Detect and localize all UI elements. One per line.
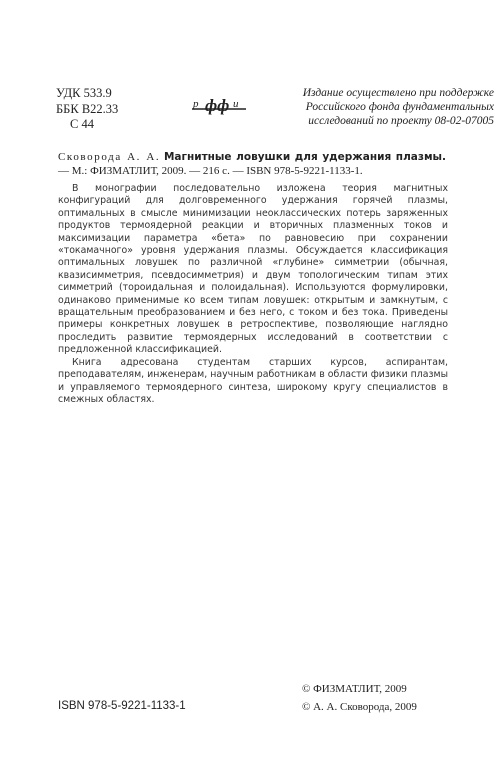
abstract-paragraph: В монографии последовательно изложена теория магнитных конфигураций для долговременного удержания горячей плазмы, оптимальных в смысле минимизации неоклассических потерь заряженных продуктов термоядерной реакции и вторичных плазменных токов и максимизации параметра «бета» по равновесию при сохранении «токамачного» уровня удержания плазмы. Обсуждается классификация оптимальных ловушек по различной «глубине» симметрии (обычная, квазисимметрия, псевдосимметрия) и двум топологическим типам этих симметрий (тороидальная и полоидальная). Используются формулировки, одинаково применимые ко всем типам ловушек: открытым и замкнутым, с вращательным преобразованием и без него, с током и без тока. Приведены примеры конкретных ловушек в ретроспективе, позволяющие наглядно проследить развитие термоядерных исследований в соответствии с предложенной классификацией. xyxy=(58,183,448,356)
support-line: Российского фонда фундаментальных xyxy=(305,101,494,113)
svg-text:р: р xyxy=(193,98,199,110)
bibliographic-citation xyxy=(58,150,446,178)
classification-codes xyxy=(56,86,118,133)
abstract xyxy=(58,183,448,406)
citation-title: Магнитные ловушки для удержания плазмы. xyxy=(163,151,447,163)
support-line: исследований по проекту 08-02-07005 xyxy=(308,115,494,127)
citation-imprint: — М.: ФИЗМАТЛИТ, 2009. — 216 с. — ISBN 978-5-9221-1133-1. xyxy=(58,165,363,177)
rffi-logo xyxy=(190,95,248,117)
abstract-paragraph: Книга адресована студентам старших курсов, аспирантам, преподавателям, инженерам, научным работникам в области физики плазмы и управляемого термоядерного синтеза, широкому кругу специалистов в смежных областях. xyxy=(58,356,448,405)
bbk-code: ББК В22.33 xyxy=(56,101,119,116)
udk-code: УДК 533.9 xyxy=(56,86,112,100)
isbn: ISBN 978-5-9221-1133-1 xyxy=(58,700,186,712)
svg-text:фф: фф xyxy=(205,96,230,115)
copyright-block xyxy=(302,680,417,716)
svg-text:и: и xyxy=(233,98,239,110)
copyright-author: © А. А. Сковорода, 2009 xyxy=(302,701,417,713)
support-note xyxy=(258,86,494,128)
copyright-publisher: © ФИЗМАТЛИТ, 2009 xyxy=(302,683,407,695)
support-line: Издание осуществлено при поддержке xyxy=(302,87,494,99)
citation-author: Сковорода А. А. xyxy=(58,151,161,163)
author-mark: С 44 xyxy=(70,117,94,131)
